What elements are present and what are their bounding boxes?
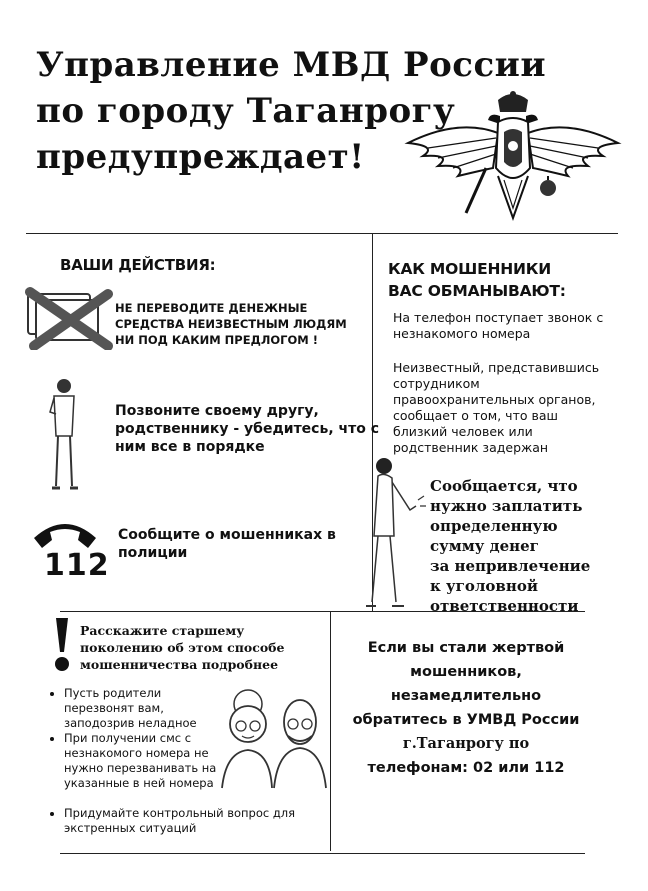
exclamation-icon [52, 616, 72, 676]
item-call-relative [115, 402, 379, 456]
para3-line7: ответственности [430, 597, 579, 615]
item1-line1: НЕ ПЕРЕВОДИТЕ ДЕНЕЖНЫЕ [115, 301, 308, 315]
contact-line2: мошенников, [410, 664, 522, 680]
mvd-eagle-emblem-icon [398, 88, 628, 238]
para2-line4: сообщает о том, что ваш [393, 408, 558, 423]
para3-line5: за непривлечение [430, 557, 591, 575]
para3-line4: сумму денег [430, 537, 539, 555]
para3-line2: нужно заплатить [430, 497, 583, 515]
divider-bottom [60, 853, 585, 854]
tip-control-question [52, 806, 322, 836]
item2-line1: Позвоните своему другу, [115, 403, 319, 419]
item-report-police [118, 526, 336, 562]
warning-line1: Расскажите старшему [80, 623, 245, 638]
para2-line2: сотрудником [393, 376, 480, 391]
tip3-line2: экстренных ситуаций [64, 821, 197, 835]
item3-line2: полиции [118, 545, 188, 561]
para2-line6: родственник задержан [393, 440, 549, 455]
contact-line3: незамедлительно [390, 688, 542, 704]
title-line-3: предупреждает! [36, 137, 365, 177]
para3-line1: Сообщается, что [430, 477, 578, 495]
title-line-2: по городу Таганрогу [36, 91, 456, 131]
right-heading-line1: КАК МОШЕННИКИ [388, 260, 552, 278]
item1-line2: СРЕДСТВА НЕИЗВЕСТНЫМ ЛЮДЯМ [115, 317, 347, 331]
fraud-step-demand-money [430, 476, 590, 616]
victim-contact-block [338, 636, 594, 780]
elderly-couple-icon [212, 680, 334, 792]
fraud-step-impersonation [393, 360, 599, 456]
tip3-line1: Придумайте контрольный вопрос для [64, 806, 296, 820]
warning-line2: поколению об этом способе [80, 640, 285, 655]
item2-line2: родственнику - убедитесь, что с [115, 421, 380, 437]
title-line-1: Управление МВД России [36, 45, 547, 85]
telephone-handset-icon [30, 516, 100, 552]
para3-line3: определенную [430, 517, 558, 535]
crossed-out-money-icon [24, 286, 116, 350]
tips-list [52, 686, 228, 791]
item-do-not-transfer [115, 300, 347, 348]
para3-line6: к уголовной [430, 577, 538, 595]
para1-line1: На телефон поступает звонок с [393, 310, 604, 325]
tip1-line1: Пусть родители [64, 686, 162, 700]
tip2-line4: указанные в ней номера [64, 776, 214, 790]
phone-112-label: 112 [44, 548, 110, 583]
divider-top [26, 233, 618, 234]
right-heading [388, 258, 566, 302]
right-heading-line2: ВАС ОБМАНЫВАЮТ: [388, 282, 566, 300]
item3-line1: Сообщите о мошенниках в [118, 527, 336, 543]
contact-line6: телефонам: 02 или 112 [367, 760, 565, 776]
para2-line3: правоохранительных органов, [393, 392, 596, 407]
tip2-line1: При получении смс с [64, 731, 192, 745]
woman-phone-icon [364, 456, 430, 612]
para2-line1: Неизвестный, представившись [393, 360, 600, 375]
tip1-line2: перезвонят вам, [64, 701, 164, 715]
contact-line1: Если вы стали жертвой [367, 640, 565, 656]
item1-line3: НИ ПОД КАКИМ ПРЕДЛОГОМ ! [115, 333, 318, 347]
tip-parents-callback [64, 686, 228, 731]
tip1-line3: заподозрив неладное [64, 716, 197, 730]
fraud-step-call [393, 310, 603, 342]
para1-line2: незнакомого номера [393, 326, 531, 341]
tip2-line3: нужно перезванивать на [64, 761, 217, 775]
tip-sms-no-callback [64, 731, 228, 791]
contact-line4: обратитесь в УМВД России [352, 712, 580, 728]
warning-line3: мошенничества подробнее [80, 657, 279, 672]
para2-line5: близкий человек или [393, 424, 533, 439]
tip3-item [64, 806, 322, 836]
item2-line3: ним все в порядке [115, 439, 265, 455]
warning-tell-elders [80, 622, 284, 673]
person-phone-icon [42, 376, 86, 494]
tip2-line2: незнакомого номера не [64, 746, 209, 760]
contact-line5: г.Таганрогу по [402, 735, 530, 752]
left-heading: ВАШИ ДЕЙСТВИЯ: [60, 256, 216, 274]
